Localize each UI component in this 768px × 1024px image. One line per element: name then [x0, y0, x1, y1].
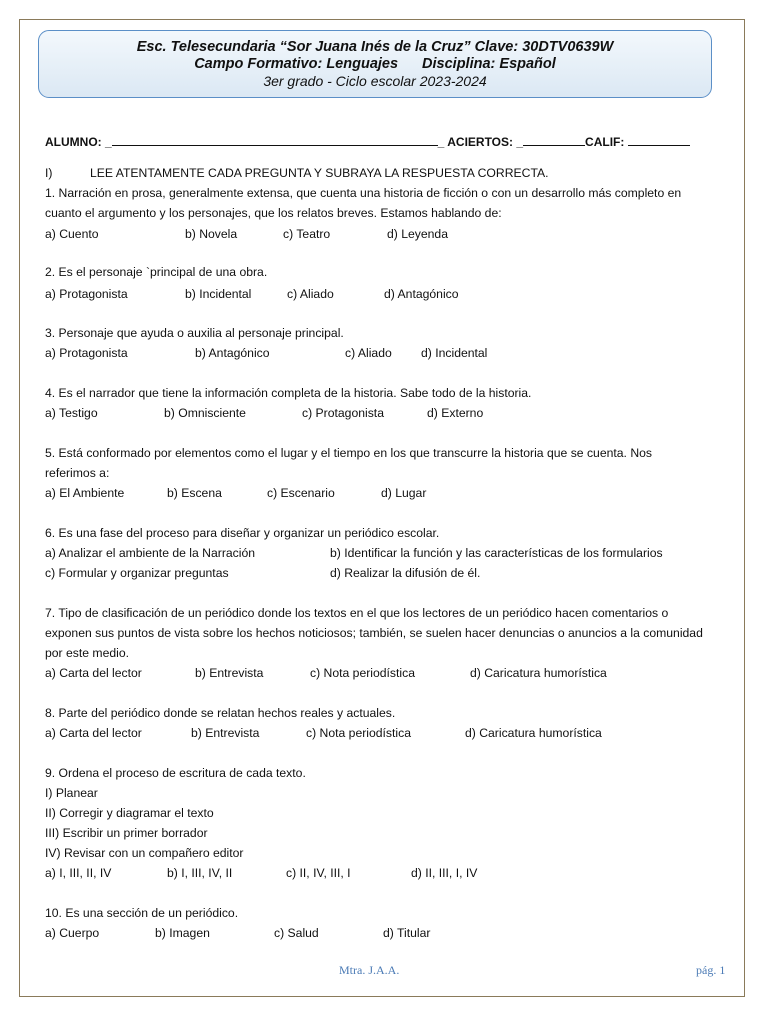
question-10-line-1: 10. Es una sección de un periódico.	[45, 906, 239, 920]
question-10-option-d[interactable]: d) Titular	[383, 926, 431, 940]
footer-page-number: pág. 1	[696, 963, 726, 977]
question-10-option-a[interactable]: a) Cuerpo	[45, 926, 100, 940]
question-6-line-1: 6. Es una fase del proceso para diseñar y organizar un periódico escolar.	[45, 526, 440, 540]
question-4-line-1: 4. Es el narrador que tiene la información completa de la historia. Sabe todo de la historia.	[45, 386, 532, 400]
question-1-option-a[interactable]: a) Cuento	[45, 227, 99, 241]
question-9-step-4: IV) Revisar con un compañero editor	[45, 846, 244, 860]
question-2-option-c[interactable]: c) Aliado	[287, 287, 334, 301]
question-8-option-d[interactable]: d) Caricatura humorística	[465, 726, 602, 740]
question-2-option-d[interactable]: d) Antagónico	[384, 287, 459, 301]
question-4-option-d[interactable]: d) Externo	[427, 406, 484, 420]
question-5-line-2: referimos a:	[45, 466, 110, 480]
question-9-step-1: I) Planear	[45, 786, 98, 800]
question-2-option-b[interactable]: b) Incidental	[185, 287, 252, 301]
question-1-line-1: 1. Narración en prosa, generalmente extensa, que cuenta una historia de ficción o con un desarrollo más completo en	[45, 186, 682, 200]
question-8-option-b[interactable]: b) Entrevista	[191, 726, 260, 740]
question-7-option-c[interactable]: c) Nota periodística	[310, 666, 415, 680]
question-10-option-b[interactable]: b) Imagen	[155, 926, 210, 940]
grade-cycle: 3er grado - Ciclo escolar 2023-2024	[263, 73, 487, 89]
school-title: Esc. Telesecundaria “Sor Juana Inés de la Cruz” Clave: 30DTV0639W	[136, 39, 614, 55]
question-9-option-c[interactable]: c) II, IV, III, I	[286, 866, 351, 880]
question-1-line-2: cuanto el argumento y los personajes, que los relatos breves. Estamos hablando de:	[45, 206, 502, 220]
question-4-option-c[interactable]: c) Protagonista	[302, 406, 384, 420]
question-3-option-c[interactable]: c) Aliado	[345, 346, 392, 360]
question-9-line-1: 9. Ordena el proceso de escritura de cada texto.	[45, 766, 306, 780]
question-3-option-d[interactable]: d) Incidental	[421, 346, 488, 360]
question-4-option-a[interactable]: a) Testigo	[45, 406, 98, 420]
question-9-option-b[interactable]: b) I, III, IV, II	[167, 866, 233, 880]
question-7-option-d[interactable]: d) Caricatura humorística	[470, 666, 607, 680]
question-7-line-3: por este medio.	[45, 646, 130, 660]
question-6-option-a[interactable]: a) Analizar el ambiente de la Narración	[45, 546, 256, 560]
aciertos-label: _ ACIERTOS: _	[437, 135, 524, 149]
question-3-line-1: 3. Personaje que ayuda o auxilia al personaje principal.	[45, 326, 344, 340]
question-9-option-a[interactable]: a) I, III, II, IV	[45, 866, 112, 880]
question-6-option-b[interactable]: b) Identificar la función y las características de los formularios	[330, 546, 663, 560]
subject-line	[39, 56, 711, 73]
aciertos-blank[interactable]	[523, 135, 585, 146]
question-7-option-a[interactable]: a) Carta del lector	[45, 666, 142, 680]
question-8-option-c[interactable]: c) Nota periodística	[306, 726, 411, 740]
question-7-line-2: exponen sus puntos de vista sobre los hechos noticiosos; también, se suelen hacer denuncias o anuncios a la comunidad	[45, 626, 703, 640]
question-5-option-a[interactable]: a) El Ambiente	[45, 486, 125, 500]
question-9-option-d[interactable]: d) II, III, I, IV	[411, 866, 478, 880]
calif-blank[interactable]	[628, 135, 690, 146]
question-3-option-b[interactable]: b) Antagónico	[195, 346, 270, 360]
question-9-step-3: III) Escribir un primer borrador	[45, 826, 208, 840]
calif-label: CALIF:	[585, 135, 625, 149]
campo-formativo: Campo Formativo: Lenguajes	[194, 56, 399, 72]
question-6-option-d[interactable]: d) Realizar la difusión de él.	[330, 566, 481, 580]
question-8-option-a[interactable]: a) Carta del lector	[45, 726, 142, 740]
disciplina: Disciplina: Español	[422, 56, 556, 72]
question-8-line-1: 8. Parte del periódico donde se relatan hechos reales y actuales.	[45, 706, 396, 720]
question-5-option-d[interactable]: d) Lugar	[381, 486, 427, 500]
question-5-option-b[interactable]: b) Escena	[167, 486, 222, 500]
question-6-option-c[interactable]: c) Formular y organizar preguntas	[45, 566, 229, 580]
question-4-option-b[interactable]: b) Omnisciente	[164, 406, 246, 420]
alumno-blank[interactable]	[112, 135, 438, 146]
instruction-text: LEE ATENTAMENTE CADA PREGUNTA Y SUBRAYA LA RESPUESTA CORRECTA.	[90, 166, 549, 180]
question-10-option-c[interactable]: c) Salud	[274, 926, 319, 940]
question-1-option-c[interactable]: c) Teatro	[283, 227, 331, 241]
question-9-step-2: II) Corregir y diagramar el texto	[45, 806, 214, 820]
question-7-option-b[interactable]: b) Entrevista	[195, 666, 264, 680]
question-2-option-a[interactable]: a) Protagonista	[45, 287, 128, 301]
question-7-line-1: 7. Tipo de clasificación de un periódico donde los textos en el que los lectores de un periódico hacen comentarios o	[45, 606, 669, 620]
question-1-option-b[interactable]: b) Novela	[185, 227, 238, 241]
student-info-line	[45, 135, 690, 149]
question-5-line-1: 5. Está conformado por elementos como el lugar y el tiempo en los que transcurre la historia que se cuenta. Nos	[45, 446, 652, 460]
question-1-option-d[interactable]: d) Leyenda	[387, 227, 448, 241]
question-5-option-c[interactable]: c) Escenario	[267, 486, 335, 500]
instruction-roman: I)	[45, 166, 53, 180]
alumno-label: ALUMNO: _	[45, 135, 112, 149]
question-2-line-1: 2. Es el personaje `principal de una obra.	[45, 265, 268, 279]
question-3-option-a[interactable]: a) Protagonista	[45, 346, 128, 360]
footer-author: Mtra. J.A.A.	[339, 963, 400, 977]
exam-header	[38, 30, 712, 98]
